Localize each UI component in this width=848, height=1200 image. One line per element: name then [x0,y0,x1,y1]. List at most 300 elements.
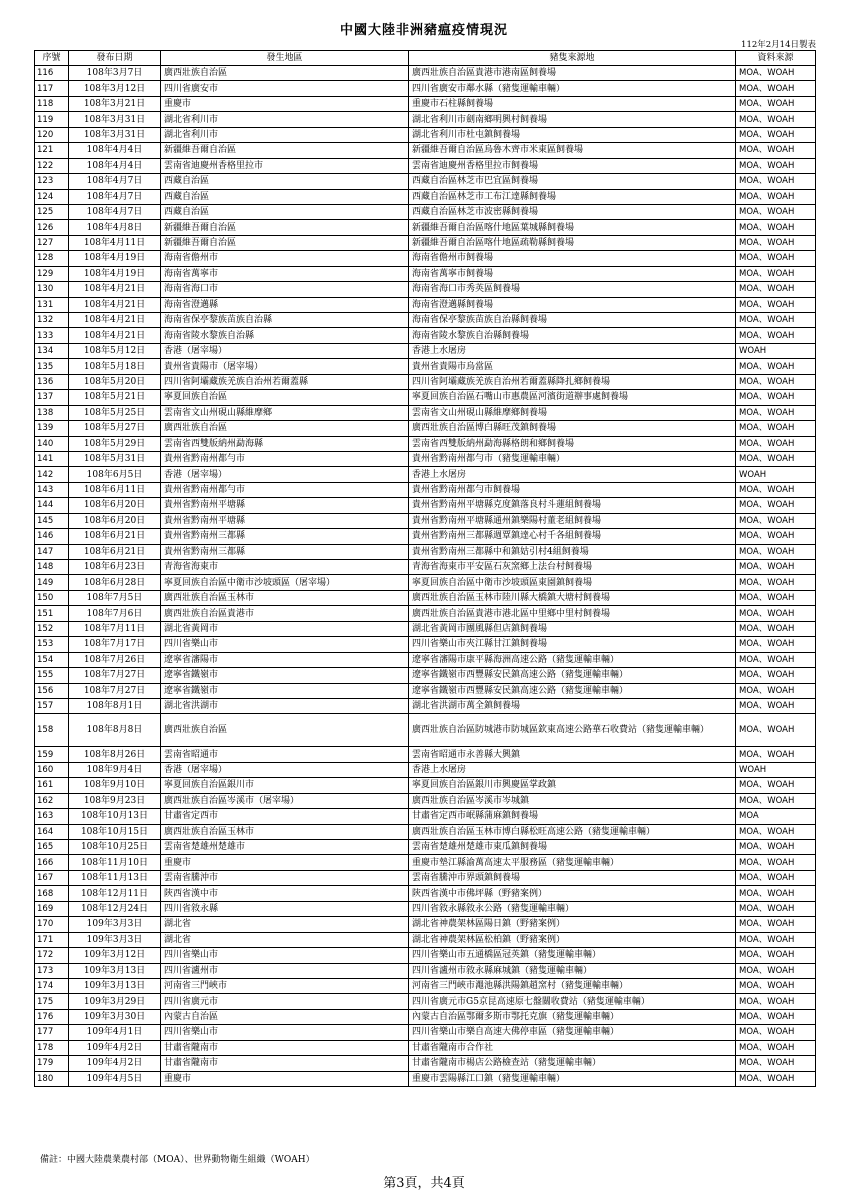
cell-origin: 青海省海東市平安區石灰窯鄉上法台村飼養場 [409,560,736,575]
table-row [35,451,816,466]
table-row [35,96,816,111]
table-row [35,189,816,204]
cell-no: 134 [35,343,69,358]
cell-area: 雲南省楚雄州楚雄市 [161,840,409,855]
table-row [35,143,816,158]
table-row [35,343,816,358]
table-row [35,405,816,420]
cell-date: 108年12月24日 [69,901,161,916]
cell-no: 122 [35,158,69,173]
cell-area: 香港（屠宰場） [161,343,409,358]
cell-date: 108年4月21日 [69,328,161,343]
footnote: 備註：中國大陸農業農村部（MOA）、世界動物衛生組織（WOAH） [40,1155,315,1165]
cell-no: 137 [35,390,69,405]
cell-no: 143 [35,482,69,497]
cell-source: MOA、WOAH [736,886,816,901]
cell-origin: 新疆維吾爾自治區喀什地區葉城縣飼養場 [409,220,736,235]
cell-area: 寧夏回族自治區中衛市沙坡頭區（屠宰場） [161,575,409,590]
table-row [35,793,816,808]
table-row [35,963,816,978]
table-row [35,901,816,916]
cell-date: 109年4月1日 [69,1025,161,1040]
cell-source: WOAH [736,467,816,482]
cell-date: 109年3月3日 [69,932,161,947]
table-row [35,282,816,297]
cell-date: 108年4月8日 [69,220,161,235]
cell-origin: 西藏自治區林芝市工布江達縣飼養場 [409,189,736,204]
cell-date: 108年11月10日 [69,855,161,870]
cell-source: MOA、WOAH [736,747,816,762]
cell-source: MOA、WOAH [736,158,816,173]
cell-origin: 雲南省騰沖市界頭鎮飼養場 [409,870,736,885]
cell-no: 135 [35,359,69,374]
cell-date: 108年10月25日 [69,840,161,855]
cell-origin: 四川省敘永縣敘永公路（豬隻運輸車輛） [409,901,736,916]
cell-no: 136 [35,374,69,389]
cell-origin: 甘肅省定西市岷縣蒲麻鎮飼養場 [409,809,736,824]
cell-date: 108年12月11日 [69,886,161,901]
cell-area: 湖北省 [161,917,409,932]
cell-origin: 貴州省黔南州三都縣中和鎮姑引村4組飼養場 [409,544,736,559]
header-source: 資料來源 [736,51,816,66]
table-row [35,482,816,497]
table-row [35,158,816,173]
cell-source: MOA、WOAH [736,498,816,513]
cell-source: MOA、WOAH [736,313,816,328]
cell-source: MOA、WOAH [736,112,816,127]
table-row [35,235,816,250]
cell-no: 161 [35,778,69,793]
cell-no: 154 [35,652,69,667]
table-row [35,204,816,219]
cell-no: 118 [35,96,69,111]
table-row [35,606,816,621]
page-title: 中國大陸非洲豬瘟疫情現況 [339,23,508,38]
cell-area: 四川省廣安市 [161,81,409,96]
cell-area: 四川省樂山市 [161,637,409,652]
cell-date: 108年4月7日 [69,189,161,204]
table-row [35,297,816,312]
cell-origin: 雲南省昭通市永善縣大興鎮 [409,747,736,762]
cell-date: 108年7月27日 [69,683,161,698]
cell-origin: 四川省廣安市鄰水縣（豬隻運輸車輛） [409,81,736,96]
cell-source: MOA、WOAH [736,590,816,605]
cell-date: 108年6月21日 [69,544,161,559]
cell-source: MOA、WOAH [736,513,816,528]
table-row [35,1040,816,1055]
cell-no: 128 [35,251,69,266]
table-row [35,127,816,142]
cell-area: 河南省三門峽市 [161,978,409,993]
cell-date: 108年4月7日 [69,204,161,219]
cell-date: 109年3月12日 [69,948,161,963]
cell-date: 108年4月19日 [69,266,161,281]
cell-no: 171 [35,932,69,947]
cell-area: 廣西壯族自治區岑溪市（屠宰場） [161,793,409,808]
cell-no: 150 [35,590,69,605]
cell-no: 120 [35,127,69,142]
cell-source: MOA、WOAH [736,575,816,590]
cell-date: 108年3月12日 [69,81,161,96]
cell-no: 176 [35,1009,69,1024]
cell-origin: 廣西壯族自治區玉林市陸川縣大橋鎮大塘村飼養場 [409,590,736,605]
table-row [35,668,816,683]
cell-source: MOA、WOAH [736,855,816,870]
table-row [35,948,816,963]
cell-origin: 湖北省洪湖市萬全鎮飼養場 [409,698,736,713]
cell-no: 151 [35,606,69,621]
table-row [35,251,816,266]
cell-source: MOA、WOAH [736,870,816,885]
cell-origin: 四川省廣元市G5京昆高速原七盤關收費站（豬隻運輸車輛） [409,994,736,1009]
cell-date: 108年6月23日 [69,560,161,575]
cell-no: 178 [35,1040,69,1055]
cell-source: MOA、WOAH [736,978,816,993]
table-row [35,762,816,777]
cell-origin: 陝西省漢中市佛坪縣（野豬案例） [409,886,736,901]
cell-origin: 雲南省迪慶州香格里拉市飼養場 [409,158,736,173]
cell-area: 貴州省黔南州三都縣 [161,544,409,559]
header-area: 發生地區 [161,51,409,66]
cell-source: MOA、WOAH [736,917,816,932]
cell-origin: 四川省瀘州市敘永縣麻城鎮（豬隻運輸車輛） [409,963,736,978]
cell-date: 108年10月15日 [69,824,161,839]
table-row [35,590,816,605]
cell-area: 海南省儋州市 [161,251,409,266]
cell-area: 廣西壯族自治區 [161,421,409,436]
table-row [35,747,816,762]
cell-origin: 四川省樂山市夾江縣甘江鎮飼養場 [409,637,736,652]
cell-date: 108年4月4日 [69,158,161,173]
table-row [35,544,816,559]
cell-date: 108年5月27日 [69,421,161,436]
cell-area: 新疆維吾爾自治區 [161,220,409,235]
table-row [35,467,816,482]
table-row [35,824,816,839]
cell-no: 147 [35,544,69,559]
cell-date: 108年8月26日 [69,747,161,762]
header-date: 發布日期 [69,51,161,66]
cell-date: 108年5月29日 [69,436,161,451]
cell-date: 108年7月27日 [69,668,161,683]
cell-date: 109年4月2日 [69,1040,161,1055]
cell-no: 168 [35,886,69,901]
table-row [35,809,816,824]
cell-no: 152 [35,621,69,636]
cell-no: 177 [35,1025,69,1040]
cell-origin: 香港上水屠房 [409,762,736,777]
cell-origin: 貴州省黔南州都勻市（豬隻運輸車輛） [409,451,736,466]
cell-origin: 新疆維吾爾自治區喀什地區疏勒縣飼養場 [409,235,736,250]
cell-origin: 遼寧省鐵嶺市西豐縣安民鎮高速公路（豬隻運輸車輛） [409,683,736,698]
cell-origin: 湖北省利川市杜屯鎮飼養場 [409,127,736,142]
table-row [35,390,816,405]
cell-no: 142 [35,467,69,482]
cell-origin: 遼寧省瀋陽市康平縣海洲高速公路（豬隻運輸車輛） [409,652,736,667]
cell-no: 123 [35,174,69,189]
cell-area: 雲南省迪慶州香格里拉市 [161,158,409,173]
cell-area: 湖北省 [161,932,409,947]
cell-date: 109年3月30日 [69,1009,161,1024]
cell-area: 海南省保亭黎族苗族自治縣 [161,313,409,328]
table-row [35,698,816,713]
table-row [35,932,816,947]
cell-source: MOA、WOAH [736,963,816,978]
table-row [35,313,816,328]
cell-date: 109年3月13日 [69,978,161,993]
cell-source: MOA、WOAH [736,282,816,297]
table-row [35,917,816,932]
table-row [35,529,816,544]
table-row [35,436,816,451]
table-row [35,637,816,652]
cell-no: 146 [35,529,69,544]
cell-area: 新疆維吾爾自治區 [161,143,409,158]
cell-date: 108年3月7日 [69,66,161,81]
cell-origin: 海南省保亭黎族苗族自治縣飼養場 [409,313,736,328]
table-row [35,66,816,81]
cell-date: 108年4月11日 [69,235,161,250]
cell-date: 108年4月21日 [69,313,161,328]
date-made: 112年2月14日製表 [741,40,816,50]
cell-no: 180 [35,1071,69,1086]
cell-no: 131 [35,297,69,312]
cell-area: 海南省萬寧市 [161,266,409,281]
cell-no: 127 [35,235,69,250]
cell-no: 170 [35,917,69,932]
cell-origin: 海南省萬寧市飼養場 [409,266,736,281]
cell-origin: 四川省樂山市樂自高速大佛停車區（豬隻運輸車輛） [409,1025,736,1040]
cell-source: MOA、WOAH [736,1009,816,1024]
cell-no: 155 [35,668,69,683]
cell-date: 108年4月4日 [69,143,161,158]
cell-source: MOA、WOAH [736,390,816,405]
cell-area: 重慶市 [161,96,409,111]
cell-date: 108年11月13日 [69,870,161,885]
cell-date: 108年6月5日 [69,467,161,482]
cell-source: MOA、WOAH [736,778,816,793]
cell-no: 175 [35,994,69,1009]
cell-date: 108年5月31日 [69,451,161,466]
outbreak-table [34,50,816,1087]
cell-origin: 寧夏回族自治區石嘴山市惠農區河濱街道辦事處飼養場 [409,390,736,405]
cell-origin: 湖北省利川市劍南鄉明興村飼養場 [409,112,736,127]
cell-date: 109年4月5日 [69,1071,161,1086]
cell-area: 貴州省黔南州平塘縣 [161,498,409,513]
cell-origin: 重慶市雲陽縣江口鎮（豬隻運輸車輛） [409,1071,736,1086]
cell-area: 青海省海東市 [161,560,409,575]
cell-no: 119 [35,112,69,127]
cell-area: 香港（屠宰場） [161,467,409,482]
table-row [35,513,816,528]
cell-source: MOA、WOAH [736,698,816,713]
cell-date: 108年5月12日 [69,343,161,358]
cell-origin: 廣西壯族自治區防城港市防城區欽東高速公路華石收費站（豬隻運輸車輛） [409,714,736,747]
cell-no: 163 [35,809,69,824]
cell-no: 179 [35,1056,69,1071]
cell-area: 貴州省黔南州平塘縣 [161,513,409,528]
cell-no: 140 [35,436,69,451]
cell-source: MOA、WOAH [736,1056,816,1071]
cell-source: MOA、WOAH [736,421,816,436]
cell-source: MOA、WOAH [736,637,816,652]
cell-area: 四川省樂山市 [161,1025,409,1040]
cell-no: 162 [35,793,69,808]
cell-origin: 西藏自治區林芝市波密縣飼養場 [409,204,736,219]
cell-source: MOA、WOAH [736,606,816,621]
cell-no: 126 [35,220,69,235]
table-row [35,840,816,855]
cell-date: 108年3月31日 [69,127,161,142]
cell-date: 108年7月11日 [69,621,161,636]
cell-area: 西藏自治區 [161,204,409,219]
cell-date: 108年7月26日 [69,652,161,667]
cell-source: MOA、WOAH [736,297,816,312]
table-row [35,886,816,901]
cell-origin: 廣西壯族自治區貴港市港南區飼養場 [409,66,736,81]
cell-origin: 海南省海口市秀英區飼養場 [409,282,736,297]
cell-area: 四川省瀘州市 [161,963,409,978]
cell-source: MOA、WOAH [736,652,816,667]
cell-origin: 河南省三門峽市澠池縣洪陽鎮趙窯村（豬隻運輸車輛） [409,978,736,993]
cell-source: MOA、WOAH [736,235,816,250]
cell-area: 雲南省昭通市 [161,747,409,762]
cell-source: MOA、WOAH [736,189,816,204]
page-number: 第3頁，共4頁 [383,1176,465,1191]
table-row [35,683,816,698]
cell-no: 124 [35,189,69,204]
cell-area: 內蒙古自治區 [161,1009,409,1024]
cell-source: MOA、WOAH [736,840,816,855]
cell-origin: 重慶市石柱縣飼養場 [409,96,736,111]
cell-date: 108年5月18日 [69,359,161,374]
cell-area: 雲南省騰沖市 [161,870,409,885]
table-row [35,374,816,389]
cell-no: 141 [35,451,69,466]
table-row [35,1056,816,1071]
cell-no: 132 [35,313,69,328]
cell-origin: 寧夏回族自治區中衛市沙坡頭區東園鎮飼養場 [409,575,736,590]
cell-no: 138 [35,405,69,420]
cell-source: MOA、WOAH [736,683,816,698]
table-row [35,870,816,885]
cell-area: 雲南省西雙版納州勐海縣 [161,436,409,451]
cell-origin: 內蒙古自治區鄂爾多斯市鄂托克旗（豬隻運輸車輛） [409,1009,736,1024]
cell-source: MOA、WOAH [736,81,816,96]
cell-origin: 廣西壯族自治區岑溪市岑城鎮 [409,793,736,808]
cell-area: 四川省敘永縣 [161,901,409,916]
cell-source: MOA、WOAH [736,901,816,916]
cell-date: 109年3月3日 [69,917,161,932]
table-row [35,266,816,281]
cell-source: MOA、WOAH [736,174,816,189]
cell-area: 重慶市 [161,855,409,870]
table-row [35,994,816,1009]
cell-no: 133 [35,328,69,343]
cell-date: 108年7月5日 [69,590,161,605]
table-row [35,359,816,374]
cell-area: 重慶市 [161,1071,409,1086]
cell-source: MOA、WOAH [736,824,816,839]
cell-origin: 貴州省黔南州三都縣週覃鎮達心村千各組飼養場 [409,529,736,544]
cell-source: MOA、WOAH [736,714,816,747]
cell-origin: 貴州省黔南州平塘縣通州鎮樂陽村董老組飼養場 [409,513,736,528]
table-row [35,652,816,667]
table-header-row [35,51,816,66]
cell-origin: 廣西壯族自治區玉林市博白縣松旺高速公路（豬隻運輸車輛） [409,824,736,839]
cell-date: 109年4月2日 [69,1056,161,1071]
cell-origin: 寧夏回族自治區銀川市興慶區掌政鎮 [409,778,736,793]
cell-source: MOA、WOAH [736,932,816,947]
cell-area: 新疆維吾爾自治區 [161,235,409,250]
cell-area: 寧夏回族自治區銀川市 [161,778,409,793]
cell-source: MOA、WOAH [736,374,816,389]
table-row [35,855,816,870]
cell-source: MOA、WOAH [736,1025,816,1040]
cell-area: 甘肅省隴南市 [161,1040,409,1055]
cell-area: 四川省阿壩藏族羌族自治州若爾蓋縣 [161,374,409,389]
cell-no: 149 [35,575,69,590]
table-row [35,575,816,590]
cell-date: 108年8月1日 [69,698,161,713]
cell-source: MOA、WOAH [736,436,816,451]
cell-area: 廣西壯族自治區貴港市 [161,606,409,621]
cell-date: 108年10月13日 [69,809,161,824]
cell-date: 108年9月23日 [69,793,161,808]
table-row [35,978,816,993]
cell-source: WOAH [736,343,816,358]
cell-origin: 新疆維吾爾自治區烏魯木齊市米東區飼養場 [409,143,736,158]
cell-area: 寧夏回族自治區 [161,390,409,405]
cell-area: 西藏自治區 [161,174,409,189]
cell-no: 148 [35,560,69,575]
cell-origin: 湖北省黃岡市團風縣但店鎮飼養場 [409,621,736,636]
cell-origin: 重慶市墊江縣渝萬高速太平服務區（豬隻運輸車輛） [409,855,736,870]
cell-area: 甘肅省定西市 [161,809,409,824]
cell-date: 108年3月31日 [69,112,161,127]
table-row [35,621,816,636]
cell-no: 164 [35,824,69,839]
table-row [35,421,816,436]
cell-source: MOA、WOAH [736,405,816,420]
cell-origin: 四川省樂山市五通橋區冠英鎮（豬隻運輸車輛） [409,948,736,963]
table-row [35,174,816,189]
cell-no: 116 [35,66,69,81]
cell-date: 108年4月7日 [69,174,161,189]
cell-date: 109年3月29日 [69,994,161,1009]
cell-date: 108年5月21日 [69,390,161,405]
cell-area: 陝西省漢中市 [161,886,409,901]
cell-no: 157 [35,698,69,713]
cell-origin: 雲南省西雙版納州勐海縣格朗和鄉飼養場 [409,436,736,451]
cell-date: 108年6月21日 [69,529,161,544]
table-row [35,498,816,513]
cell-no: 129 [35,266,69,281]
cell-origin: 湖北省神農架林區陽日鎮（野豬案例） [409,917,736,932]
cell-source: WOAH [736,762,816,777]
cell-area: 湖北省黃岡市 [161,621,409,636]
cell-source: MOA、WOAH [736,994,816,1009]
cell-source: MOA、WOAH [736,451,816,466]
cell-no: 139 [35,421,69,436]
cell-origin: 海南省儋州市飼養場 [409,251,736,266]
cell-no: 174 [35,978,69,993]
cell-date: 108年4月21日 [69,282,161,297]
cell-no: 166 [35,855,69,870]
cell-date: 108年9月10日 [69,778,161,793]
cell-source: MOA、WOAH [736,793,816,808]
cell-date: 108年9月4日 [69,762,161,777]
